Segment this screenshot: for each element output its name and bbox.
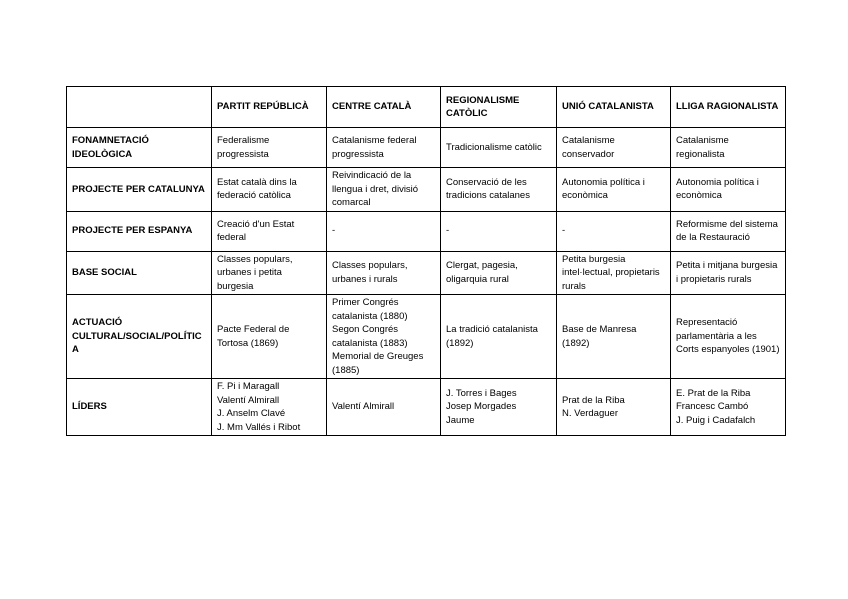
table-row <box>67 168 786 212</box>
table-cell: Pacte Federal de Tortosa (1869) <box>212 295 327 379</box>
table-cell: Catalanisme conservador <box>557 128 671 168</box>
table-cell: Catalanisme regionalista <box>671 128 786 168</box>
header-unio-catalanista: UNIÓ CATALANISTA <box>557 87 671 128</box>
table-cell: Clergat, pagesia, oligarquia rural <box>441 251 557 295</box>
row-label: BASE SOCIAL <box>67 251 212 295</box>
table-cell: La tradició catalanista (1892) <box>441 295 557 379</box>
leader-name: Valentí Almirall <box>217 394 280 406</box>
leader-name: Josep Morgades <box>446 401 517 413</box>
header-lliga-regionalista: LLIGA RAGIONALISTA <box>671 87 786 128</box>
table-cell: Creació d'un Estat federal <box>212 211 327 251</box>
leader-name: Jaume <box>446 414 475 426</box>
row-label: FONAMNETACIÓ IDEOLÒGICA <box>67 128 212 168</box>
table-cell: Representació parlamentària a les Corts espanyoles (1901) <box>671 295 786 379</box>
table-cell: Reformisme del sistema de la Restauració <box>671 211 786 251</box>
leader-name: J. Puig i Cadafalch <box>676 414 756 426</box>
row-label: ACTUACIÓ CULTURAL/SOCIAL/POLÍTICA <box>67 295 212 379</box>
table-row <box>67 211 786 251</box>
table-cell <box>212 379 327 436</box>
table-cell: - <box>557 211 671 251</box>
table-row <box>67 128 786 168</box>
table-cell: Estat català dins la federació catòlica <box>212 168 327 212</box>
table-row <box>67 295 786 379</box>
table-cell: Catalanisme federal progressista <box>327 128 441 168</box>
header-cell-empty <box>67 87 212 128</box>
leader-name: Francesc Cambó <box>676 401 749 413</box>
table-cell: Tradicionalisme catòlic <box>441 128 557 168</box>
leader-name: N. Verdaguer <box>562 408 618 419</box>
header-regionalisme-catolic: REGIONALISME CATÒLIC <box>441 87 557 128</box>
table-cell: Reivindicació de la llengua i dret, divisió comarcal <box>327 168 441 212</box>
table-cell: Primer Congrés catalanista (1880) Segon Congrés catalanista (1883) Memorial de Greuges (1885) <box>327 295 441 379</box>
leader-name: J. Torres i Bages <box>446 387 517 399</box>
leader-name: J. Mm Vallés i Ribot <box>217 421 301 433</box>
header-row <box>67 87 786 128</box>
row-label: PROJECTE PER ESPANYA <box>67 211 212 251</box>
table-cell <box>671 379 786 436</box>
table-cell: - <box>327 211 441 251</box>
table-cell <box>441 379 557 436</box>
table-cell: Federalisme progressista <box>212 128 327 168</box>
leader-name: F. Pi i Maragall <box>217 381 280 392</box>
row-label: PROJECTE PER CATALUNYA <box>67 168 212 212</box>
comparison-table <box>66 86 786 436</box>
table-cell: Conservació de les tradicions catalanes <box>441 168 557 212</box>
row-label: LÍDERS <box>67 379 212 436</box>
table-cell <box>557 379 671 436</box>
table-cell: Petita burgesia intel·lectual, propietaris rurals <box>557 251 671 295</box>
table-cell: Autonomia política i econòmica <box>557 168 671 212</box>
table-cell: - <box>441 211 557 251</box>
table-cell: Base de Manresa (1892) <box>557 295 671 379</box>
table-row <box>67 379 786 436</box>
table-cell: Classes populars, urbanes i rurals <box>327 251 441 295</box>
table-cell: Classes populars, urbanes i petita burgesia <box>212 251 327 295</box>
table-cell: Autonomia política i econòmica <box>671 168 786 212</box>
table-cell <box>327 379 441 436</box>
table-row <box>67 251 786 295</box>
header-partit-republica: PARTIT REPÚBLICÀ <box>212 87 327 128</box>
leader-name: Prat de la Riba <box>562 394 625 406</box>
header-centre-catala: CENTRE CATALÀ <box>327 87 441 128</box>
leader-name: J. Anselm Clavé <box>217 408 286 419</box>
table-cell: Petita i mitjana burgesia i propietaris rurals <box>671 251 786 295</box>
leader-name: Valentí Almirall <box>332 401 395 413</box>
leader-name: E. Prat de la Riba <box>676 387 751 399</box>
